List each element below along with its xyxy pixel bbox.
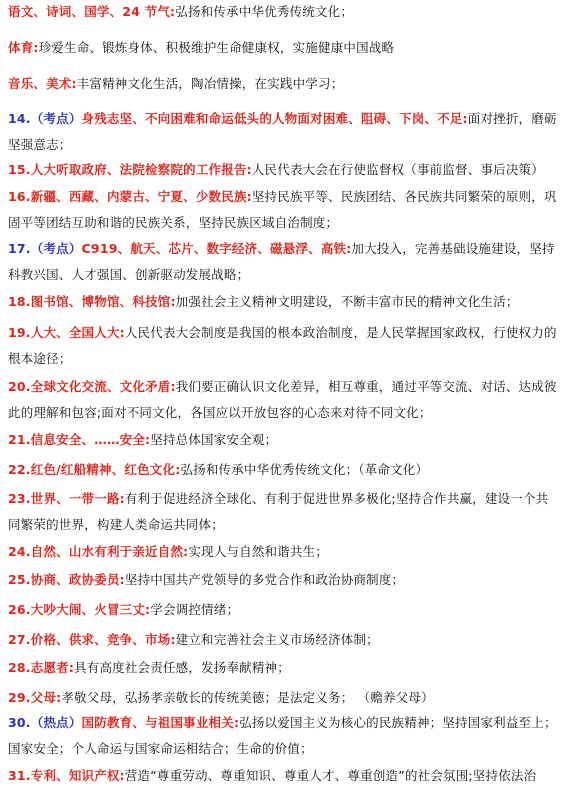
- entry-text: 坚持总体国家安全观；: [150, 432, 278, 447]
- list-item: [8, 628, 560, 652]
- entry-label: 语文、诗词、国学、24 节气:: [8, 4, 176, 19]
- list-item: [8, 486, 560, 538]
- entry-label: 25.协商、政协委员:: [8, 572, 125, 587]
- entry-text: 有利于促进经济全球化、有利于促进世界多极化;坚持合作共赢，建设一个共同繁荣的世界，构建人类命运共同体；: [8, 491, 549, 532]
- entry-text: 弘扬以爱国主义为核心的民族精神；坚持国家利益至上；国家安全；个人命运与国家命运相结合；生命的价值；: [8, 715, 557, 756]
- entry-label: 20.全球文化交流、文化矛盾:: [8, 379, 176, 394]
- list-item: [8, 458, 560, 482]
- entry-text: 加强社会主义精神文明建设，不断丰富市民的精神文化生活；: [175, 294, 519, 309]
- entry-label: 24.自然、山水有利于亲近自然:: [8, 544, 189, 559]
- entry-text: 坚持民族平等、民族团结、各民族共同繁荣的原则，巩固平等团结互助和谐的民族关系，坚持民族区域自治制度；: [8, 189, 557, 230]
- list-item: [8, 36, 560, 60]
- list-item: [8, 158, 560, 182]
- entry-text: 人民代表大会制度是我国的根本政治制度，是人民掌握国家政权，行使权力的根本途径；: [8, 325, 557, 366]
- entry-label: 31.专利、知识产权:: [8, 768, 125, 783]
- list-item: [8, 428, 560, 452]
- entry-text: 坚持中国共产党领导的多党合作和政治协商制度；: [124, 572, 405, 587]
- hot-topic-tag: 30.（热点）: [8, 715, 82, 730]
- entry-text: 实现人与自然和谐共生；: [188, 544, 329, 559]
- list-item: [8, 72, 560, 96]
- entry-label: 28.志愿者:: [8, 660, 75, 675]
- entry-text: 具有高度社会责任感，发扬奉献精神；: [74, 660, 290, 675]
- entry-label: 21.信息安全、……安全:: [8, 432, 151, 447]
- entry-label: C919、航天、芯片、数字经济、磁悬浮、高铁:: [81, 241, 352, 256]
- entry-text: 丰富精神文化生活，陶冶情操，在实践中学习；: [76, 76, 344, 91]
- list-item: [8, 568, 560, 592]
- exam-point-tag: 17.（考点）: [8, 241, 82, 256]
- entry-text: 弘扬和传承中华优秀传统文化；: [175, 4, 354, 19]
- entry-text: 珍爱生命、锻炼身体、积极维护生命健康权，实施健康中国战略: [38, 40, 395, 55]
- entry-text: 加大投入，完善基础设施建设，坚持科教兴国、人才强国、创新驱动发展战略；: [8, 241, 555, 282]
- list-item: [8, 184, 560, 236]
- list-item: [8, 0, 560, 24]
- entry-text: 面对挫折，磨砺坚强意志；: [8, 111, 557, 152]
- entry-label: 15.人大听取政府、法院检察院的工作报告:: [8, 162, 252, 177]
- list-item: [8, 686, 560, 710]
- entry-text: 我们要正确认识文化差异，相互尊重，通过平等交流、对话、达成彼此的理解和包容;面对不同文化，各国应以开放包容的心态来对待不同文化；: [8, 379, 557, 420]
- entry-text: 建立和完善社会主义市场经济体制；: [175, 632, 379, 647]
- entry-label: 18.图书馆、博物馆、科技馆:: [8, 294, 176, 309]
- entry-label: 29.父母:: [8, 690, 62, 705]
- list-item: [8, 236, 560, 288]
- entry-text: 孝敬父母，弘扬孝亲敬长的传统美德；是法定义务； （赡养父母）: [61, 690, 434, 705]
- list-item: [8, 290, 560, 314]
- entry-label: 27.价格、供求、竞争、市场:: [8, 632, 176, 647]
- exam-point-tag: 14.（考点）: [8, 111, 82, 126]
- entry-label: 音乐、美术:: [8, 76, 77, 91]
- list-item: [8, 374, 560, 426]
- entry-text: 营造“尊重劳动、尊重知识、尊重人才、尊重创造”的社会氛围;坚持依法治: [124, 768, 537, 783]
- entry-label: 23.世界、一带一路:: [8, 491, 125, 506]
- list-item: [8, 710, 560, 762]
- entry-text: 学会调控情绪；: [150, 602, 240, 617]
- list-item: [8, 320, 560, 372]
- list-item: [8, 656, 560, 680]
- list-item: [8, 540, 560, 564]
- entry-label: 体育:: [8, 40, 39, 55]
- entry-label: 19.人大、全国人大:: [8, 325, 125, 340]
- list-item: [8, 598, 560, 622]
- entry-label: 26.大吵大闹、火冒三丈:: [8, 602, 151, 617]
- entry-label: 身残志坚、不向困难和命运低头的人物面对困难、阻碍、下岗、不足:: [81, 111, 468, 126]
- entry-label: 16.新疆、西藏、内蒙古、宁夏、少数民族:: [8, 189, 252, 204]
- entry-label: 22.红色/红船精神、红色文化:: [8, 462, 181, 477]
- list-item: [8, 764, 560, 788]
- entry-text: 人民代表大会在行使监督权（事前监督、事后决策）: [251, 162, 544, 177]
- entry-label: 国防教育、与祖国事业相关:: [81, 715, 240, 730]
- entry-text: 弘扬和传承中华优秀传统文化；（革命文化）: [180, 462, 429, 477]
- list-item: [8, 106, 560, 158]
